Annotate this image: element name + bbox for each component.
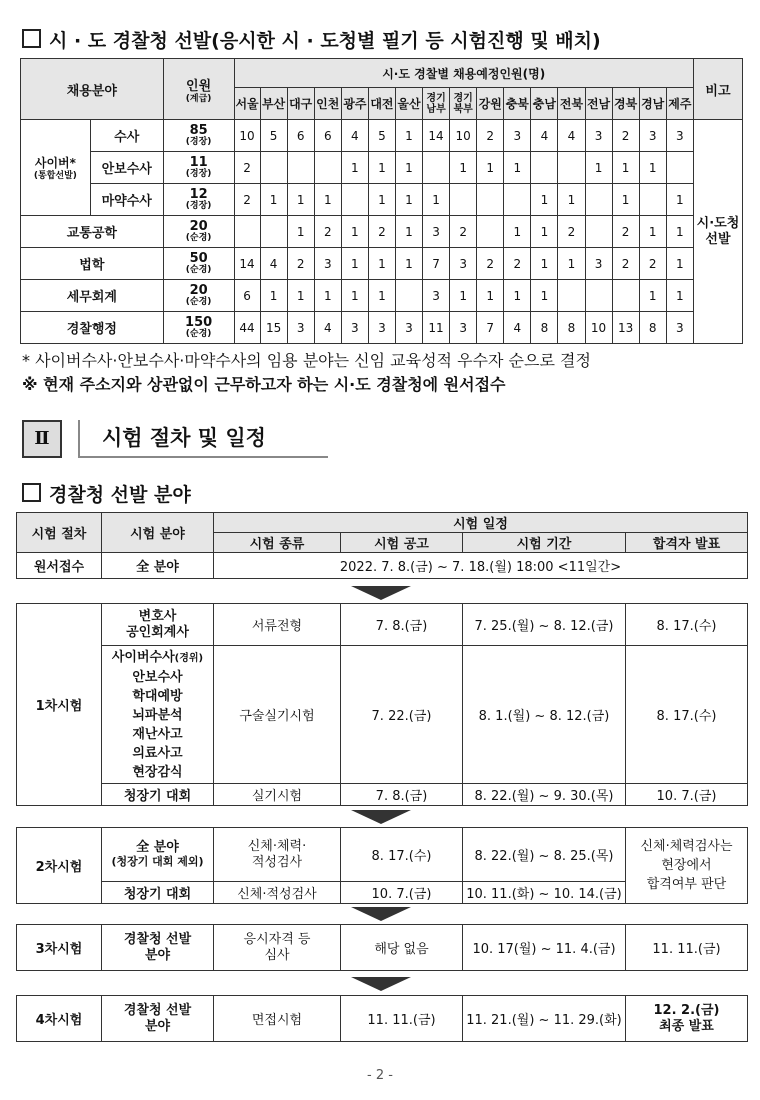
region-value-cell: 1 bbox=[531, 280, 558, 312]
region-value-cell bbox=[585, 280, 612, 312]
region-header-cell: 서울 bbox=[234, 88, 260, 120]
region-value-cell bbox=[260, 152, 287, 184]
region-header-cell: 대구 bbox=[287, 88, 314, 120]
stage2-field-competition: 청장기 대회 bbox=[102, 882, 214, 904]
stage1-notice: 7. 8.(금) bbox=[341, 604, 463, 646]
region-header-cell: 경기남부 bbox=[423, 88, 450, 120]
stage1-type: 실기시험 bbox=[214, 784, 341, 806]
region-value-cell bbox=[234, 216, 260, 248]
region-value-cell: 4 bbox=[558, 120, 585, 152]
row-count: 20 (순경) bbox=[163, 216, 234, 248]
region-value-cell: 6 bbox=[314, 120, 341, 152]
region-value-cell: 1 bbox=[395, 216, 422, 248]
stage2-type: 신체·체력· 적성검사 bbox=[214, 828, 341, 882]
region-value-cell: 10 bbox=[234, 120, 260, 152]
row-field-name: 수사 bbox=[90, 120, 163, 152]
stage1-notice: 7. 22.(금) bbox=[341, 646, 463, 784]
down-arrow-icon bbox=[351, 977, 411, 991]
region-value-cell: 2 bbox=[450, 216, 477, 248]
row-count: 150 (순경) bbox=[163, 312, 234, 344]
application-field: 全 분야 bbox=[102, 553, 214, 579]
header-period: 시험 기간 bbox=[463, 533, 626, 553]
region-value-cell bbox=[314, 152, 341, 184]
region-value-cell: 3 bbox=[450, 312, 477, 344]
region-value-cell: 2 bbox=[314, 216, 341, 248]
region-value-cell: 1 bbox=[341, 280, 368, 312]
application-period: 2022. 7. 8.(금) ~ 7. 18.(월) 18:00 <11일간> bbox=[214, 553, 748, 579]
region-value-cell: 15 bbox=[260, 312, 287, 344]
stage4-type: 면접시험 bbox=[214, 996, 341, 1042]
region-value-cell bbox=[287, 152, 314, 184]
header-field: 채용분야 bbox=[21, 59, 164, 120]
region-value-cell bbox=[612, 280, 639, 312]
stage3-notice: 해당 없음 bbox=[341, 925, 463, 971]
header-exam-field: 시험 분야 bbox=[102, 513, 214, 553]
region-value-cell bbox=[341, 184, 368, 216]
stage1-type: 구술실기시험 bbox=[214, 646, 341, 784]
region-header-cell: 전북 bbox=[558, 88, 585, 120]
stage4-period: 11. 21.(월) ~ 11. 29.(화) bbox=[463, 996, 626, 1042]
region-value-cell: 1 bbox=[585, 152, 612, 184]
header-regions-title: 시·도 경찰별 채용예정인원(명) bbox=[234, 59, 693, 88]
region-value-cell: 1 bbox=[395, 248, 422, 280]
region-value-cell: 2 bbox=[639, 248, 666, 280]
down-arrow-icon bbox=[351, 586, 411, 600]
region-value-cell: 2 bbox=[612, 216, 639, 248]
region-header-cell: 충남 bbox=[531, 88, 558, 120]
region-value-cell: 1 bbox=[368, 280, 395, 312]
row-field-name: 마약수사 bbox=[90, 184, 163, 216]
region-value-cell: 6 bbox=[287, 120, 314, 152]
stage2-field-all: 全 분야 (청장기 대회 제외) bbox=[102, 828, 214, 882]
region-value-cell: 5 bbox=[260, 120, 287, 152]
schedule-header-table bbox=[16, 512, 748, 579]
region-value-cell: 4 bbox=[504, 312, 531, 344]
application-step: 원서접수 bbox=[17, 553, 102, 579]
stage1-step: 1차시험 bbox=[17, 604, 102, 806]
region-value-cell: 8 bbox=[531, 312, 558, 344]
stage2-period: 10. 11.(화) ~ 10. 14.(금) bbox=[463, 882, 626, 904]
stage1-period: 8. 1.(월) ~ 8. 12.(금) bbox=[463, 646, 626, 784]
table-row bbox=[21, 280, 743, 312]
region-header-cell: 울산 bbox=[395, 88, 422, 120]
stage3-type: 응시자격 등 심사 bbox=[214, 925, 341, 971]
stage1-period: 7. 25.(월) ~ 8. 12.(금) bbox=[463, 604, 626, 646]
region-value-cell: 1 bbox=[287, 184, 314, 216]
row-count: 20 (순경) bbox=[163, 280, 234, 312]
stage2-table bbox=[16, 827, 748, 904]
region-value-cell bbox=[395, 280, 422, 312]
region-value-cell: 44 bbox=[234, 312, 260, 344]
region-value-cell: 1 bbox=[666, 216, 693, 248]
region-value-cell: 1 bbox=[287, 280, 314, 312]
stage2-step: 2차시험 bbox=[17, 828, 102, 904]
region-header-cell: 전남 bbox=[585, 88, 612, 120]
row-field-name: 법학 bbox=[21, 248, 164, 280]
row-field-name: 교통공학 bbox=[21, 216, 164, 248]
region-value-cell: 2 bbox=[558, 216, 585, 248]
region-value-cell: 1 bbox=[531, 216, 558, 248]
row-field-name: 경찰행정 bbox=[21, 312, 164, 344]
region-value-cell: 1 bbox=[666, 184, 693, 216]
region-value-cell: 1 bbox=[395, 152, 422, 184]
section2-title: 경찰청 선발 분야 bbox=[22, 480, 191, 507]
region-value-cell: 1 bbox=[341, 152, 368, 184]
region-value-cell: 3 bbox=[585, 248, 612, 280]
row-count: 50 (순경) bbox=[163, 248, 234, 280]
table-row bbox=[21, 152, 743, 184]
region-value-cell: 1 bbox=[314, 280, 341, 312]
region-value-cell: 1 bbox=[341, 248, 368, 280]
region-value-cell: 3 bbox=[341, 312, 368, 344]
region-value-cell: 2 bbox=[287, 248, 314, 280]
region-value-cell: 3 bbox=[287, 312, 314, 344]
region-value-cell bbox=[477, 184, 504, 216]
region-value-cell bbox=[558, 152, 585, 184]
region-header-cell: 강원 bbox=[477, 88, 504, 120]
stage1-field-lawyer: 변호사 공인회계사 bbox=[102, 604, 214, 646]
region-value-cell bbox=[477, 216, 504, 248]
recruitment-table bbox=[20, 58, 743, 344]
region-value-cell: 2 bbox=[477, 120, 504, 152]
region-value-cell: 3 bbox=[423, 280, 450, 312]
stage2-type: 신체·적성검사 bbox=[214, 882, 341, 904]
stage4-notice: 11. 11.(금) bbox=[341, 996, 463, 1042]
region-value-cell bbox=[450, 184, 477, 216]
region-value-cell bbox=[531, 152, 558, 184]
region-value-cell: 1 bbox=[639, 280, 666, 312]
region-value-cell: 1 bbox=[612, 152, 639, 184]
table-row bbox=[21, 120, 743, 152]
region-value-cell bbox=[639, 184, 666, 216]
group-cyber: 사이버* (통합선발) bbox=[21, 120, 91, 216]
region-value-cell: 1 bbox=[558, 184, 585, 216]
region-header-cell: 대전 bbox=[368, 88, 395, 120]
row-count: 85 (경장) bbox=[163, 120, 234, 152]
stage4-result: 12. 2.(금) 최종 발표 bbox=[626, 996, 748, 1042]
down-arrow-icon bbox=[351, 810, 411, 824]
region-value-cell: 14 bbox=[423, 120, 450, 152]
section1-title: 시 · 도 경찰청 선발(응시한 시 · 도청별 필기 등 시험진행 및 배치) bbox=[22, 26, 601, 53]
stage3-period: 10. 17(월) ~ 11. 4.(금) bbox=[463, 925, 626, 971]
stage4-step: 4차시험 bbox=[17, 996, 102, 1042]
region-value-cell bbox=[558, 280, 585, 312]
header-exam-type: 시험 종류 bbox=[214, 533, 341, 553]
stage3-result: 11. 11.(금) bbox=[626, 925, 748, 971]
region-value-cell: 1 bbox=[504, 280, 531, 312]
region-value-cell: 1 bbox=[666, 248, 693, 280]
region-value-cell: 8 bbox=[639, 312, 666, 344]
region-value-cell: 1 bbox=[477, 280, 504, 312]
stage3-table bbox=[16, 924, 748, 971]
region-value-cell: 1 bbox=[260, 184, 287, 216]
stage4-field: 경찰청 선발 분야 bbox=[102, 996, 214, 1042]
stage1-field-competition: 청장기 대회 bbox=[102, 784, 214, 806]
header-note: 비고 bbox=[693, 59, 742, 120]
stage3-field: 경찰청 선발 분야 bbox=[102, 925, 214, 971]
region-header-cell: 광주 bbox=[341, 88, 368, 120]
region-value-cell: 2 bbox=[504, 248, 531, 280]
region-value-cell: 14 bbox=[234, 248, 260, 280]
checkbox-square-icon bbox=[22, 483, 41, 502]
region-value-cell: 3 bbox=[666, 120, 693, 152]
remark-cell: 시·도청 선발 bbox=[693, 120, 742, 344]
region-value-cell: 3 bbox=[423, 216, 450, 248]
header-count: 인원 (계급) bbox=[163, 59, 234, 120]
region-value-cell: 13 bbox=[612, 312, 639, 344]
region-value-cell: 1 bbox=[666, 280, 693, 312]
region-header-cell: 충북 bbox=[504, 88, 531, 120]
region-value-cell: 1 bbox=[639, 152, 666, 184]
region-value-cell: 1 bbox=[395, 120, 422, 152]
stage2-period: 8. 22.(월) ~ 8. 25.(목) bbox=[463, 828, 626, 882]
stage1-table bbox=[16, 603, 748, 806]
checkbox-square-icon bbox=[22, 29, 41, 48]
region-header-cell: 경기북부 bbox=[450, 88, 477, 120]
region-value-cell: 3 bbox=[639, 120, 666, 152]
region-value-cell bbox=[423, 152, 450, 184]
region-value-cell: 2 bbox=[612, 120, 639, 152]
region-value-cell: 1 bbox=[531, 184, 558, 216]
region-value-cell bbox=[666, 152, 693, 184]
region-value-cell: 7 bbox=[423, 248, 450, 280]
region-value-cell: 1 bbox=[531, 248, 558, 280]
stage1-result: 10. 7.(금) bbox=[626, 784, 748, 806]
region-value-cell: 1 bbox=[477, 152, 504, 184]
region-value-cell: 10 bbox=[585, 312, 612, 344]
region-value-cell: 3 bbox=[504, 120, 531, 152]
stage1-field-special: 사이버수사(경위) 안보수사 학대예방 뇌파분석 재난사고 의료사고 현장감식 bbox=[102, 646, 214, 784]
region-value-cell: 11 bbox=[423, 312, 450, 344]
table-row bbox=[21, 248, 743, 280]
region-value-cell: 2 bbox=[477, 248, 504, 280]
page-number: - 2 - bbox=[367, 1068, 393, 1083]
region-value-cell: 1 bbox=[368, 184, 395, 216]
stage3-step: 3차시험 bbox=[17, 925, 102, 971]
note-application: ※ 현재 주소지와 상관없이 근무하고자 하는 시·도 경찰청에 원서접수 bbox=[22, 375, 506, 394]
stage2-notice: 8. 17.(수) bbox=[341, 828, 463, 882]
region-value-cell: 1 bbox=[450, 152, 477, 184]
region-value-cell bbox=[585, 216, 612, 248]
header-step: 시험 절차 bbox=[17, 513, 102, 553]
region-value-cell: 4 bbox=[260, 248, 287, 280]
region-value-cell: 1 bbox=[639, 216, 666, 248]
region-value-cell: 3 bbox=[585, 120, 612, 152]
row-field-name: 안보수사 bbox=[90, 152, 163, 184]
stage1-period: 8. 22.(월) ~ 9. 30.(목) bbox=[463, 784, 626, 806]
region-value-cell: 1 bbox=[368, 248, 395, 280]
stage2-result: 신체·체력검사는 현장에서 합격여부 판단 bbox=[626, 828, 748, 904]
region-value-cell: 1 bbox=[558, 248, 585, 280]
region-value-cell: 1 bbox=[368, 152, 395, 184]
region-value-cell: 8 bbox=[558, 312, 585, 344]
region-value-cell: 1 bbox=[260, 280, 287, 312]
region-value-cell: 3 bbox=[666, 312, 693, 344]
region-value-cell: 7 bbox=[477, 312, 504, 344]
region-header-cell: 제주 bbox=[666, 88, 693, 120]
region-value-cell bbox=[585, 184, 612, 216]
region-value-cell bbox=[504, 184, 531, 216]
region-value-cell: 2 bbox=[234, 152, 260, 184]
stage4-table bbox=[16, 995, 748, 1042]
region-value-cell: 10 bbox=[450, 120, 477, 152]
region-value-cell: 1 bbox=[450, 280, 477, 312]
row-count: 12 (경장) bbox=[163, 184, 234, 216]
region-value-cell: 2 bbox=[612, 248, 639, 280]
region-value-cell: 1 bbox=[504, 216, 531, 248]
header-schedule: 시험 일정 bbox=[214, 513, 748, 533]
region-value-cell: 1 bbox=[504, 152, 531, 184]
region-value-cell: 1 bbox=[341, 216, 368, 248]
stage1-type: 서류전형 bbox=[214, 604, 341, 646]
region-header-cell: 경북 bbox=[612, 88, 639, 120]
region-value-cell: 2 bbox=[234, 184, 260, 216]
region-header-cell: 경남 bbox=[639, 88, 666, 120]
region-value-cell: 2 bbox=[368, 216, 395, 248]
row-field-name: 세무회계 bbox=[21, 280, 164, 312]
region-value-cell: 5 bbox=[368, 120, 395, 152]
region-value-cell: 1 bbox=[287, 216, 314, 248]
region-value-cell: 3 bbox=[314, 248, 341, 280]
down-arrow-icon bbox=[351, 907, 411, 921]
region-value-cell: 4 bbox=[531, 120, 558, 152]
region-value-cell: 1 bbox=[612, 184, 639, 216]
region-value-cell: 3 bbox=[368, 312, 395, 344]
region-value-cell: 6 bbox=[234, 280, 260, 312]
stage1-result: 8. 17.(수) bbox=[626, 604, 748, 646]
region-value-cell bbox=[260, 216, 287, 248]
region-value-cell: 3 bbox=[395, 312, 422, 344]
region-value-cell: 1 bbox=[314, 184, 341, 216]
note-cyber: * 사이버수사·안보수사·마약수사의 임용 분야는 신임 교육성적 우수자 순으로 결정 bbox=[22, 351, 591, 370]
header-notice: 시험 공고 bbox=[341, 533, 463, 553]
chapter-number: Ⅱ bbox=[22, 420, 62, 458]
table-row bbox=[21, 184, 743, 216]
stage2-notice: 10. 7.(금) bbox=[341, 882, 463, 904]
table-row bbox=[21, 312, 743, 344]
region-header-cell: 인천 bbox=[314, 88, 341, 120]
chapter-title: 시험 절차 및 일정 bbox=[78, 420, 328, 458]
stage1-result: 8. 17.(수) bbox=[626, 646, 748, 784]
row-count: 11 (경장) bbox=[163, 152, 234, 184]
header-result: 합격자 발표 bbox=[626, 533, 748, 553]
region-header-cell: 부산 bbox=[260, 88, 287, 120]
stage1-notice: 7. 8.(금) bbox=[341, 784, 463, 806]
region-value-cell: 3 bbox=[450, 248, 477, 280]
region-value-cell: 4 bbox=[314, 312, 341, 344]
region-value-cell: 1 bbox=[423, 184, 450, 216]
table-row bbox=[21, 216, 743, 248]
region-value-cell: 1 bbox=[395, 184, 422, 216]
region-value-cell: 4 bbox=[341, 120, 368, 152]
